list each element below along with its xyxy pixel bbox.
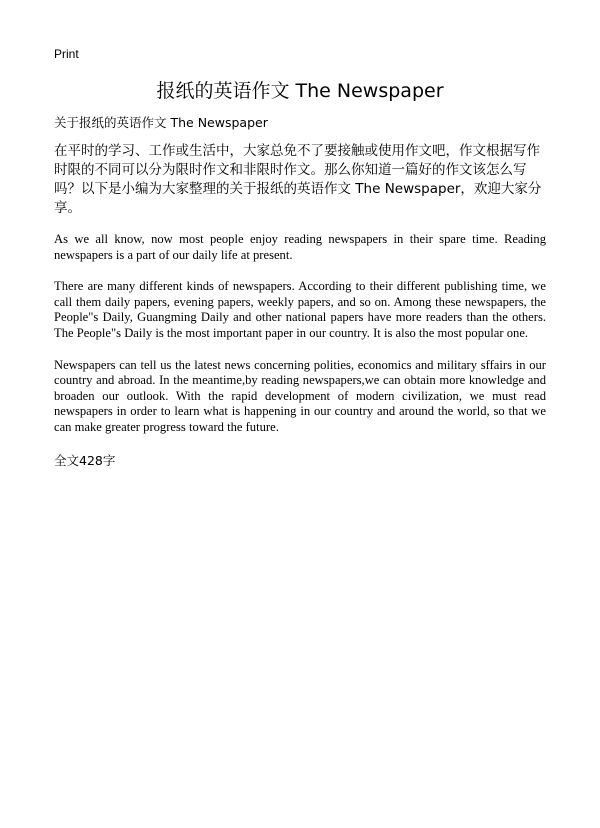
word-count: 全文428字	[54, 452, 116, 468]
document-page	[54, 46, 546, 470]
body-paragraph: Newspapers can tell us the latest news concerning polities, economics and military sffairs in our country and abroad. In the meantime,by reading newspapers,we can obtain more knowledge and broaden our outlook. With the rapid development of modern civilization, we must read newspapers in order to learn what is happening in our country and around the world, so that we can make greater progress toward the future.	[54, 357, 546, 434]
page-title: 报纸的英语作文 The Newspaper	[156, 80, 444, 102]
body-paragraph: There are many different kinds of newspapers. According to their different publishing time, we call them daily papers, evening papers, weekly papers, and so on. Among these newspapers, the People"s Daily, Guangming Daily and other national papers have more readers than the others. The People"s Daily is the most important paper in our country. It is also the most popular one.	[54, 279, 546, 340]
print-link[interactable]: Print	[54, 47, 79, 61]
article-subtitle: 关于报纸的英语作文 The Newspaper	[54, 115, 268, 130]
intro-paragraph: 在平时的学习、工作或生活中，大家总免不了要接触或使用作文吧，作文根据写作时限的不同可以分为限时作文和非限时作文。那么你知道一篇好的作文该怎么写吗？以下是小编为大家整理的关于报纸的英语作文 The Newspaper，欢迎大家分享。	[54, 143, 542, 216]
body-paragraph: As we all know, now most people enjoy reading newspapers in their spare time. Reading newspapers is a part of our daily life at present.	[54, 232, 546, 262]
